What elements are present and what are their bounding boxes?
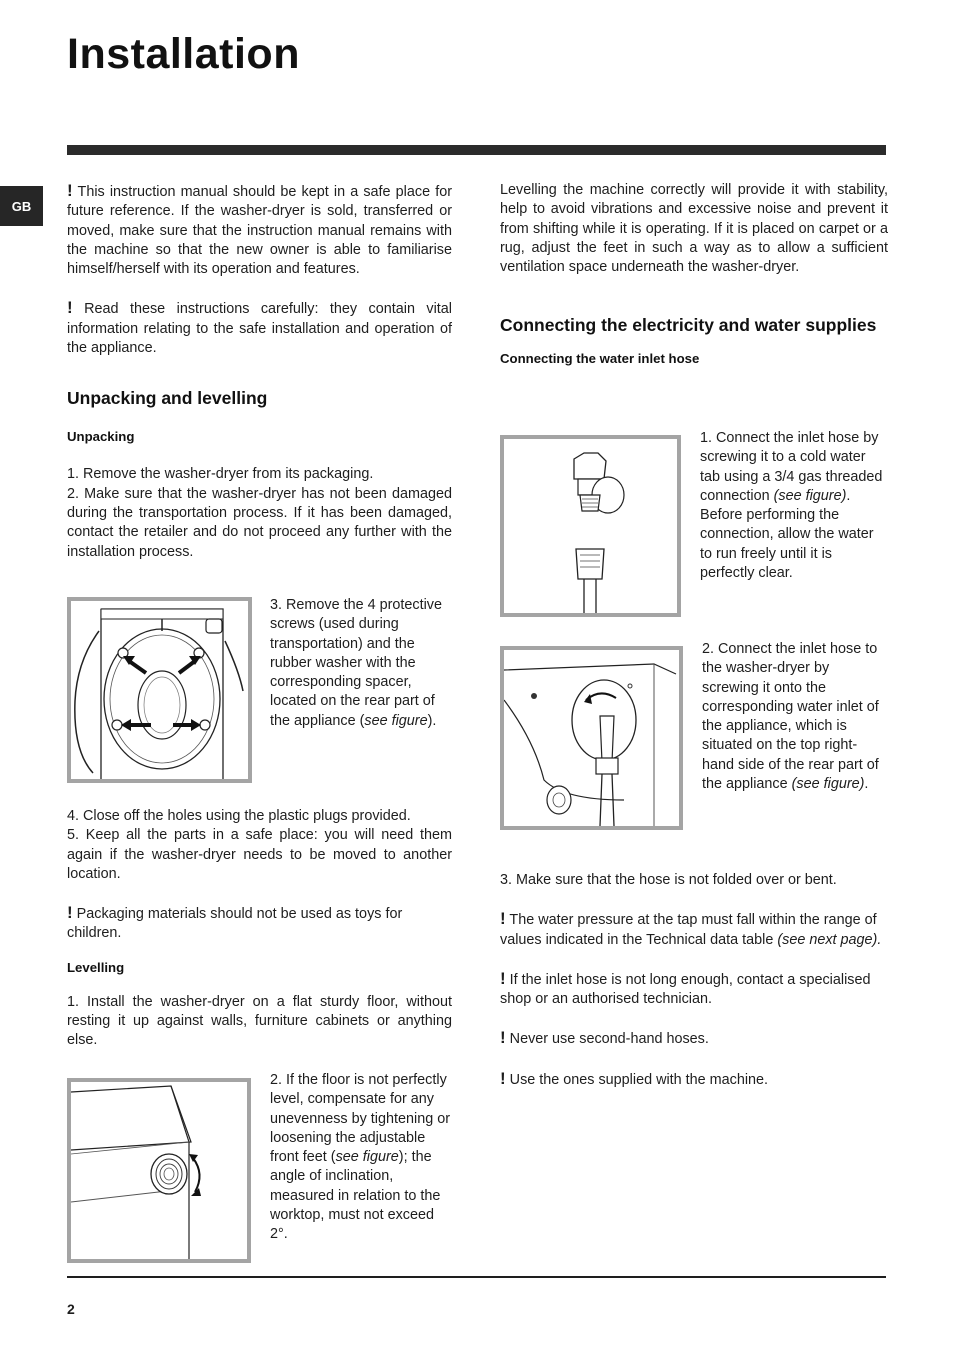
figure-adjustable-feet: [67, 1078, 251, 1263]
unpack-step-3: 3. Remove the 4 protective screws (used during transportation) and the rubber washer with the corresponding spacer, located on the rear part of the appliance (see figure).: [270, 597, 442, 729]
title-rule: [67, 145, 886, 155]
rear-screws-illustration: [71, 601, 248, 779]
page-number: 2: [67, 1301, 75, 1317]
unpack-step-2: 2. Make sure that the washer-dryer has not been damaged during the transportation process. If it has been damaged, contact the retailer and do not proceed any further with the installation process.: [67, 485, 452, 560]
intro-paragraph-1: ! This instruction manual should be kept in a safe place for future reference. If the washer-dryer is sold, transferred or moved, make sure that the instruction manual remains with the machine so that the new owner is able to familiarise himself/herself with its operation and features.: [67, 181, 452, 278]
warning-mark: !: [67, 181, 73, 200]
level-step-2: 2. If the floor is not perfectly level, compensate for any unevenness by tightening or loosening the adjustable front feet (see figure); the angle of inclination, measured in relation to the worktop, must not exceed 2°.: [270, 1072, 451, 1243]
warning-mark: !: [500, 968, 506, 988]
footer-rule: [67, 1276, 886, 1278]
figure-rear-screws: [67, 597, 252, 783]
water-step-1: 1. Connect the inlet hose by screwing it to a cold water tab using a 3/4 gas threaded connection (see figure). Before performing the connection, allow the water to run freely until it is perfectly clear.: [700, 430, 883, 582]
supplied-hoses-warning: ! Use the ones supplied with the machine.: [500, 1068, 769, 1088]
hose-length-warning: ! If the inlet hose is not long enough, contact a specialised shop or an authorised technician.: [500, 968, 871, 1008]
second-hand-warning: ! Never use second-hand hoses.: [500, 1028, 709, 1048]
inlet-hose-illustration: [504, 650, 679, 826]
warning-mark: !: [67, 903, 73, 923]
language-tab: GB: [0, 186, 43, 226]
feet-illustration: [71, 1082, 247, 1259]
subsection-title-unpacking: Unpacking: [67, 429, 135, 445]
unpack-step-1: 1. Remove the washer-dryer from its packaging.: [67, 466, 374, 483]
subsection-title-levelling: Levelling: [67, 959, 125, 975]
warning-mark: !: [67, 298, 73, 318]
right-column: [500, 181, 888, 366]
warning-mark: !: [500, 1068, 506, 1088]
unpack-step-5: 5. Keep all the parts in a safe place: you will need them again if the washer-dryer needs to be moved to another location.: [67, 827, 452, 882]
unpack-step-4: 4. Close off the holes using the plastic plugs provided.: [67, 808, 411, 824]
subsection-title-water-inlet: Connecting the water inlet hose: [500, 351, 700, 367]
tap-hose-illustration: [504, 439, 677, 613]
level-step-1: 1. Install the washer-dryer on a flat sturdy floor, without resting it up against walls, furniture cabinets or anything else.: [67, 993, 452, 1049]
warning-mark: !: [500, 1028, 506, 1048]
pressure-warning: ! The water pressure at the tap must fall within the range of values indicated in the Technical data table (see next page).: [500, 909, 882, 948]
levelling-explanation: Levelling the machine correctly will provide it with stability, help to avoid vibrations and excessive noise and prevent it from shifting while it is operating. If it is placed on carpet or a rug, adjust the feet in such a way as to allow a sufficient ventilation space underneath the washer-dryer.: [500, 182, 888, 276]
intro-paragraph-2: ! Read these instructions carefully: they contain vital information relating to the safe installation and operation of the appliance.: [67, 298, 452, 357]
figure-tap-connection: [500, 435, 681, 617]
water-step-2: 2. Connect the inlet hose to the washer-dryer by screwing it onto the corresponding water inlet of the appliance, which is situated on the top right-hand side of the rear part of the appliance (see figure).: [702, 641, 879, 793]
left-column-lower: [67, 807, 452, 1051]
page-title: Installation: [67, 30, 300, 78]
packaging-warning: ! Packaging materials should not be used as toys for children.: [67, 903, 403, 942]
section-title-unpacking-levelling: Unpacking and levelling: [67, 388, 268, 409]
warning-mark: !: [500, 909, 506, 929]
left-column: [67, 181, 452, 562]
figure-inlet-connection: [500, 646, 683, 830]
water-step-3: 3. Make sure that the hose is not folded over or bent.: [500, 872, 837, 888]
right-column-lower: [500, 871, 888, 1090]
section-title-connecting: Connecting the electricity and water supplies: [500, 315, 877, 336]
